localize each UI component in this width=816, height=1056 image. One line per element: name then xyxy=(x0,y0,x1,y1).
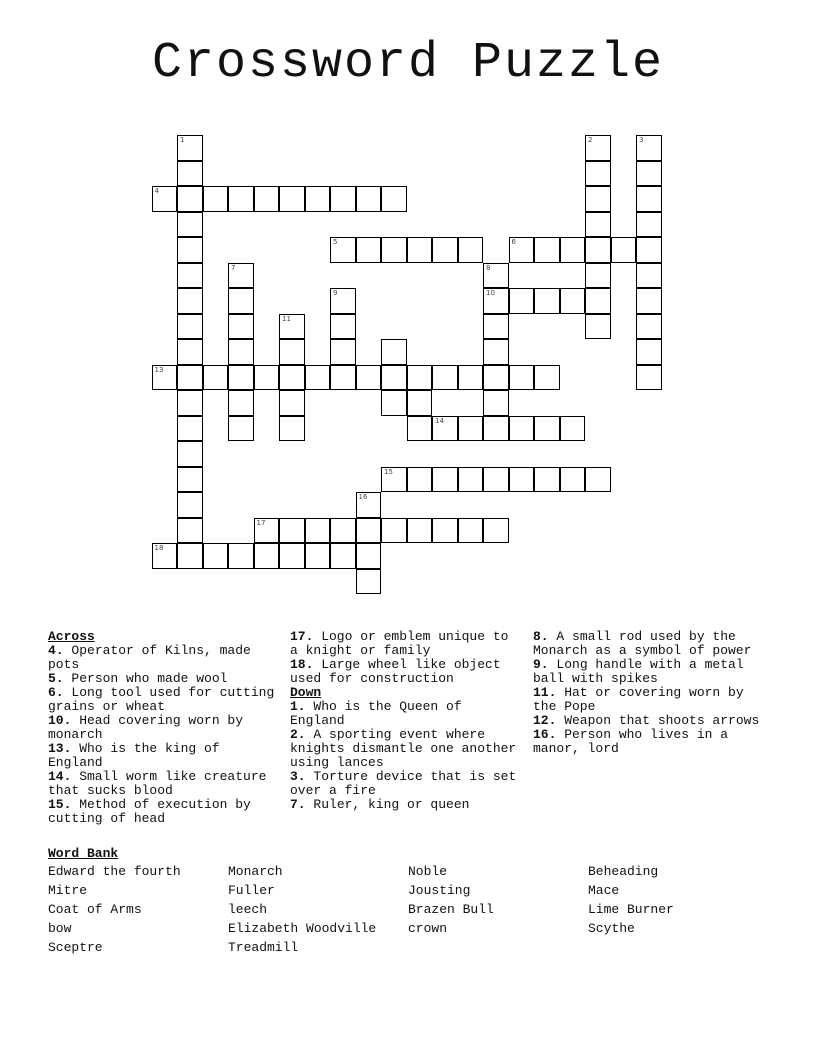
grid-cell[interactable] xyxy=(381,339,407,365)
clue-number: 17 xyxy=(256,518,266,527)
clue-text: Long handle with a metal ball with spikes xyxy=(533,657,744,686)
word-bank-item: Elizabeth Woodville xyxy=(228,921,377,936)
clue-number: 4 xyxy=(154,187,159,195)
grid-cell[interactable] xyxy=(177,135,203,161)
word-bank-item: Noble xyxy=(408,864,448,879)
clue-number: 11 xyxy=(282,314,291,323)
grid-cell[interactable] xyxy=(279,339,305,365)
grid-cell[interactable] xyxy=(636,288,662,314)
grid-cell[interactable] xyxy=(356,186,382,212)
clue-number: 7 xyxy=(231,263,236,272)
grid-cell[interactable] xyxy=(432,518,458,544)
grid-cell[interactable] xyxy=(458,518,484,544)
grid-cell[interactable] xyxy=(356,569,382,595)
grid-cell[interactable] xyxy=(483,263,509,289)
grid-cell[interactable] xyxy=(177,543,203,569)
word-bank-item: Fuller xyxy=(228,883,275,898)
grid-cell[interactable] xyxy=(330,339,356,365)
grid-cell[interactable] xyxy=(534,365,560,391)
clue-text: Who is the king of England xyxy=(48,741,220,770)
grid-cell[interactable] xyxy=(483,390,509,416)
grid-cell[interactable] xyxy=(483,467,509,493)
grid-cell[interactable] xyxy=(228,186,254,212)
grid-cell[interactable] xyxy=(407,416,433,442)
word-bank-item: Lime Burner xyxy=(588,902,674,917)
grid-cell[interactable] xyxy=(636,339,662,365)
word-bank-item: bow xyxy=(48,921,72,936)
clue-number: 18 xyxy=(154,544,164,552)
clue-number: 1 xyxy=(180,136,185,144)
grid-cell[interactable] xyxy=(254,543,280,569)
grid-cell[interactable] xyxy=(356,492,382,518)
grid-cell[interactable] xyxy=(483,314,509,340)
grid-cell[interactable] xyxy=(509,288,535,314)
clue-text: Method of execution by cutting of head xyxy=(48,797,251,826)
grid-cell[interactable] xyxy=(177,416,203,442)
clue-text: Ruler, king or queen xyxy=(305,797,470,812)
grid-cell[interactable] xyxy=(381,390,407,416)
grid-cell[interactable] xyxy=(407,390,433,416)
grid-cell[interactable] xyxy=(585,288,611,314)
grid-cell[interactable] xyxy=(152,543,178,569)
clue-text: A small rod used by the Monarch as a symbol of power xyxy=(533,629,752,658)
grid-cell[interactable] xyxy=(636,186,662,212)
clue-label: 15. xyxy=(48,797,72,812)
clue-label: 1. xyxy=(290,699,306,714)
grid-cell[interactable] xyxy=(228,390,254,416)
word-bank-item: leech xyxy=(228,902,268,917)
clue-label: 6. xyxy=(48,685,64,700)
grid-cell[interactable] xyxy=(279,543,305,569)
grid-cell[interactable] xyxy=(279,390,305,416)
across-clue xyxy=(48,686,280,714)
across-heading: Across xyxy=(48,629,95,644)
grid-cell[interactable] xyxy=(305,365,331,391)
grid-cell[interactable] xyxy=(228,314,254,340)
word-bank-item: Coat of Arms xyxy=(48,902,142,917)
grid-cell[interactable] xyxy=(356,543,382,569)
word-bank-item: Scythe xyxy=(588,921,635,936)
grid-cell[interactable] xyxy=(228,339,254,365)
grid-cell[interactable] xyxy=(177,212,203,238)
clue-number: 14 xyxy=(435,416,444,425)
grid-cell[interactable] xyxy=(483,518,509,544)
grid-cell[interactable] xyxy=(177,518,203,544)
grid-cell[interactable] xyxy=(356,365,382,391)
grid-cell[interactable] xyxy=(458,467,484,493)
word-bank-item: Treadmill xyxy=(228,940,299,955)
grid-cell[interactable] xyxy=(228,365,254,391)
clue-label: 8. xyxy=(533,629,549,644)
grid-cell[interactable] xyxy=(330,237,356,263)
grid-cell[interactable] xyxy=(228,288,254,314)
grid-cell[interactable] xyxy=(381,237,407,263)
across-clue xyxy=(48,798,280,826)
down-clue xyxy=(290,770,522,798)
grid-cell[interactable] xyxy=(279,518,305,544)
word-bank-item: Monarch xyxy=(228,864,283,879)
grid-cell[interactable] xyxy=(177,314,203,340)
clue-label: 17. xyxy=(290,629,314,644)
word-bank-item: crown xyxy=(408,921,448,936)
down-clue xyxy=(533,728,765,756)
word-bank-heading: Word Bank xyxy=(48,846,119,861)
grid-cell[interactable] xyxy=(254,518,280,544)
down-clue xyxy=(290,700,522,728)
clue-number: 8 xyxy=(486,263,491,272)
clue-number: 5 xyxy=(333,238,338,246)
grid-cell[interactable] xyxy=(534,288,560,314)
grid-cell[interactable] xyxy=(458,365,484,391)
grid-cell[interactable] xyxy=(177,161,203,187)
down-heading: Down xyxy=(290,685,322,700)
clue-text: A sporting event where knights dismantle one another using lances xyxy=(290,727,517,770)
clue-label: 11. xyxy=(533,685,557,700)
clue-label: 14. xyxy=(48,769,72,784)
grid-cell[interactable] xyxy=(534,416,560,442)
grid-cell[interactable] xyxy=(279,314,305,340)
grid-cell[interactable] xyxy=(228,263,254,289)
grid-cell[interactable] xyxy=(177,263,203,289)
grid-cell[interactable] xyxy=(356,237,382,263)
down-clue xyxy=(533,658,765,686)
clue-label: 12. xyxy=(533,713,557,728)
grid-cell[interactable] xyxy=(203,365,229,391)
clue-number: 9 xyxy=(333,289,338,297)
clue-label: 4. xyxy=(48,643,64,658)
grid-cell[interactable] xyxy=(305,186,331,212)
clue-text: Person who lives in a manor, lord xyxy=(533,727,729,756)
page-title: Crossword Puzzle xyxy=(151,35,665,92)
grid-cell[interactable] xyxy=(177,288,203,314)
clue-text: Torture device that is set over a fire xyxy=(290,769,517,798)
grid-cell[interactable] xyxy=(458,237,484,263)
clue-text: Head covering worn by monarch xyxy=(48,713,244,742)
grid-cell[interactable] xyxy=(611,237,637,263)
clue-text: Logo or emblem unique to a knight or family xyxy=(290,629,509,658)
grid-cell[interactable] xyxy=(432,237,458,263)
grid-cell[interactable] xyxy=(152,365,178,391)
clue-number: 15 xyxy=(384,467,393,476)
clue-number: 10 xyxy=(486,289,495,297)
grid-cell[interactable] xyxy=(177,467,203,493)
grid-cell[interactable] xyxy=(432,416,458,442)
down-clue xyxy=(290,728,522,770)
grid-cell[interactable] xyxy=(483,339,509,365)
clues-column-2 xyxy=(290,630,522,812)
grid-cell[interactable] xyxy=(381,518,407,544)
clue-number: 2 xyxy=(588,136,593,144)
across-clue xyxy=(48,714,280,742)
grid-cell[interactable] xyxy=(177,237,203,263)
clue-text: Who is the Queen of England xyxy=(290,699,462,728)
word-bank-item: Brazen Bull xyxy=(408,902,494,917)
grid-cell[interactable] xyxy=(254,186,280,212)
grid-cell[interactable] xyxy=(509,237,535,263)
grid-cell[interactable] xyxy=(381,186,407,212)
clue-number: 16 xyxy=(358,493,368,501)
grid-cell[interactable] xyxy=(483,288,509,314)
across-clue xyxy=(48,644,280,672)
clue-label: 13. xyxy=(48,741,72,756)
grid-cell[interactable] xyxy=(585,186,611,212)
grid-cell[interactable] xyxy=(560,467,586,493)
grid-cell[interactable] xyxy=(483,365,509,391)
grid-cell[interactable] xyxy=(636,161,662,187)
grid-cell[interactable] xyxy=(636,237,662,263)
grid-cell[interactable] xyxy=(177,390,203,416)
grid-cell[interactable] xyxy=(509,467,535,493)
grid-cell[interactable] xyxy=(407,365,433,391)
down-clue xyxy=(533,630,765,658)
grid-cell[interactable] xyxy=(177,186,203,212)
across-clue xyxy=(290,630,522,658)
grid-cell[interactable] xyxy=(560,237,586,263)
clue-label: 9. xyxy=(533,657,549,672)
grid-cell[interactable] xyxy=(636,212,662,238)
grid-cell[interactable] xyxy=(585,314,611,340)
clue-text: Weapon that shoots arrows xyxy=(556,713,760,728)
grid-cell[interactable] xyxy=(483,416,509,442)
word-bank-item: Mitre xyxy=(48,883,88,898)
grid-cell[interactable] xyxy=(228,543,254,569)
grid-cell[interactable] xyxy=(407,467,433,493)
grid-cell[interactable] xyxy=(560,288,586,314)
across-clue xyxy=(48,742,280,770)
grid-cell[interactable] xyxy=(407,518,433,544)
clue-text: Small worm like creature that sucks blood xyxy=(48,769,267,798)
word-bank-item: Mace xyxy=(588,883,620,898)
grid-cell[interactable] xyxy=(381,467,407,493)
across-clue xyxy=(48,672,280,686)
grid-cell[interactable] xyxy=(330,518,356,544)
grid-cell[interactable] xyxy=(177,365,203,391)
grid-cell[interactable] xyxy=(279,365,305,391)
grid-cell[interactable] xyxy=(636,263,662,289)
clue-label: 16. xyxy=(533,727,557,742)
grid-cell[interactable] xyxy=(356,518,382,544)
clue-label: 3. xyxy=(290,769,306,784)
grid-cell[interactable] xyxy=(279,416,305,442)
grid-cell[interactable] xyxy=(534,237,560,263)
grid-cell[interactable] xyxy=(585,263,611,289)
grid-cell[interactable] xyxy=(330,288,356,314)
grid-cell[interactable] xyxy=(585,135,611,161)
clue-label: 10. xyxy=(48,713,72,728)
clue-label: 2. xyxy=(290,727,306,742)
clue-number: 13 xyxy=(154,365,164,374)
grid-cell[interactable] xyxy=(636,135,662,161)
grid-cell[interactable] xyxy=(636,365,662,391)
across-clue xyxy=(290,658,522,686)
grid-cell[interactable] xyxy=(585,161,611,187)
grid-cell[interactable] xyxy=(585,237,611,263)
grid-cell[interactable] xyxy=(432,365,458,391)
grid-cell[interactable] xyxy=(152,186,178,212)
grid-cell[interactable] xyxy=(228,416,254,442)
grid-cell[interactable] xyxy=(509,416,535,442)
grid-cell[interactable] xyxy=(407,237,433,263)
word-bank-item: Jousting xyxy=(408,883,471,898)
clues-column-1 xyxy=(48,630,280,826)
clue-number: 3 xyxy=(639,136,644,144)
word-bank-item: Beheading xyxy=(588,864,659,879)
grid-cell[interactable] xyxy=(560,416,586,442)
down-clue xyxy=(533,686,765,714)
clue-label: 18. xyxy=(290,657,314,672)
clue-label: 5. xyxy=(48,671,64,686)
grid-cell[interactable] xyxy=(305,518,331,544)
grid-cell[interactable] xyxy=(330,365,356,391)
clue-number: 6 xyxy=(511,238,516,246)
clues-column-3 xyxy=(533,630,765,756)
grid-cell[interactable] xyxy=(203,186,229,212)
grid-cell[interactable] xyxy=(177,339,203,365)
grid-cell[interactable] xyxy=(432,467,458,493)
clue-label: 7. xyxy=(290,797,306,812)
clue-text: Person who made wool xyxy=(63,671,228,686)
grid-cell[interactable] xyxy=(177,492,203,518)
down-clue xyxy=(533,714,765,728)
grid-cell[interactable] xyxy=(534,467,560,493)
word-bank-item: Sceptre xyxy=(48,940,103,955)
down-clue xyxy=(290,798,522,812)
grid-cell[interactable] xyxy=(305,543,331,569)
grid-cell[interactable] xyxy=(509,365,535,391)
word-bank-item: Edward the fourth xyxy=(48,864,181,879)
grid-cell[interactable] xyxy=(254,365,280,391)
grid-cell[interactable] xyxy=(203,543,229,569)
grid-cell[interactable] xyxy=(458,416,484,442)
grid-cell[interactable] xyxy=(636,314,662,340)
grid-cell[interactable] xyxy=(330,314,356,340)
grid-cell[interactable] xyxy=(279,186,305,212)
grid-cell[interactable] xyxy=(585,212,611,238)
clue-text: Operator of Kilns, made pots xyxy=(48,643,251,672)
grid-cell[interactable] xyxy=(381,365,407,391)
grid-cell[interactable] xyxy=(585,467,611,493)
grid-cell[interactable] xyxy=(330,543,356,569)
clue-text: Hat or covering worn by the Pope xyxy=(533,685,744,714)
grid-cell[interactable] xyxy=(330,186,356,212)
grid-cell[interactable] xyxy=(177,441,203,467)
clue-text: Long tool used for cutting grains or wheat xyxy=(48,685,275,714)
clue-text: Large wheel like object used for construction xyxy=(290,657,501,686)
across-clue xyxy=(48,770,280,798)
